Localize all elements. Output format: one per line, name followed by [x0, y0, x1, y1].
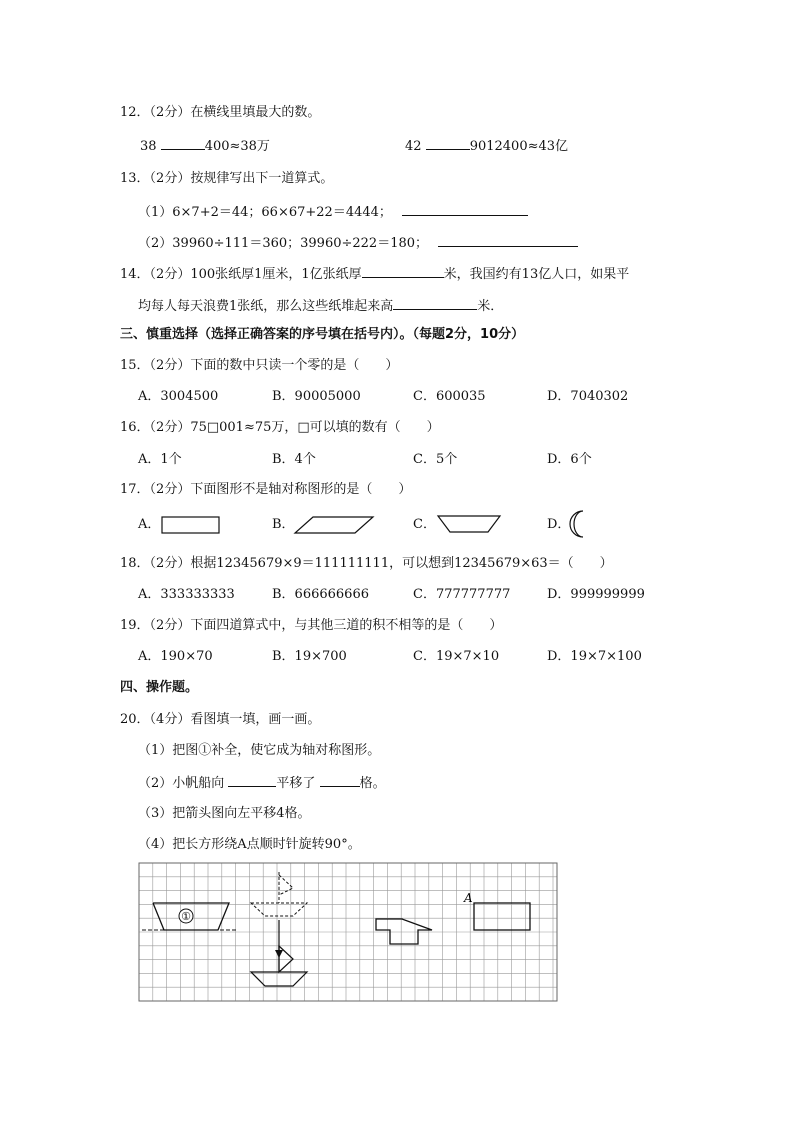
- q13-item1: [138, 202, 528, 222]
- q13-item1-blank[interactable]: [402, 202, 528, 216]
- q12-right-prefix: 42: [405, 139, 422, 154]
- q14-line2-a: 均每人每天浪费1张纸，那么这些纸堆起来高: [138, 299, 394, 314]
- q17-option-d[interactable]: [547, 516, 570, 534]
- q16-option-d[interactable]: D．6个: [547, 452, 592, 467]
- q20-item4: （4）把长方形绕A点顺时针旋转90°。: [138, 837, 361, 852]
- q13-stem: 13．（2分）按规律写出下一道算式。: [120, 171, 334, 186]
- q20-item2: [138, 773, 386, 793]
- q20-item2-b: 平移了: [276, 776, 316, 791]
- q17-option-c[interactable]: [413, 516, 436, 534]
- q14-line2-b: 米．: [477, 299, 504, 314]
- q12-right-blank[interactable]: [426, 136, 470, 150]
- q19-option-b[interactable]: B．19×700: [272, 649, 347, 664]
- q14-line1-b: 米，我国约有13亿人口，如果平: [443, 267, 630, 282]
- q14-line1-a: 14．（2分）100张纸厚1厘米，1亿张纸厚: [120, 267, 362, 282]
- q15-option-d[interactable]: D．7040302: [547, 389, 629, 404]
- q13-item1-text: （1）6×7+2＝44；66×67+22＝4444；: [138, 205, 392, 220]
- q18-stem: 18．（2分）根据12345679×9＝111111111，可以想到12345679×63＝（ ）: [120, 556, 613, 571]
- q16-option-a[interactable]: A．1个: [138, 452, 182, 467]
- q19-option-c[interactable]: C．19×7×10: [413, 649, 500, 664]
- q20-stem: 20．（4分）看图填一填，画一画。: [120, 712, 321, 727]
- arrow-shape: [376, 919, 432, 944]
- q17-option-a-label: A．: [138, 517, 161, 532]
- q13-item2: [138, 233, 578, 253]
- q16-stem: 16．（2分）75□001≈75万，□可以填的数有（ ）: [120, 420, 440, 435]
- q19-option-d[interactable]: D．19×7×100: [547, 649, 642, 664]
- q17-option-d-label: D．: [547, 517, 571, 532]
- q14-blank2[interactable]: [393, 296, 477, 310]
- section4-heading: 四、操作题。: [120, 680, 199, 695]
- q16-option-c[interactable]: C．5个: [413, 452, 458, 467]
- figure-1-label: ①: [181, 910, 191, 923]
- q14-line2: [138, 296, 503, 316]
- sailboat-dashed: [251, 872, 307, 916]
- q19-option-a[interactable]: A．190×70: [138, 649, 213, 664]
- point-a-label: A: [464, 891, 473, 905]
- trapezoid-shape-icon: [436, 514, 502, 536]
- parallelogram-shape-icon: [293, 515, 377, 537]
- q18-option-c[interactable]: C．777777777: [413, 587, 511, 602]
- q16-option-b[interactable]: B．4个: [272, 452, 316, 467]
- q20-item3: （3）把箭头图向左平移4格。: [138, 806, 311, 821]
- figure-1-trapezoid: [142, 903, 238, 930]
- q15-option-b[interactable]: B．90005000: [272, 389, 361, 404]
- q15-option-a[interactable]: A．3004500: [138, 389, 219, 404]
- q12-right-suffix: 9012400≈43亿: [469, 139, 569, 154]
- q19-stem: 19．（2分）下面四道算式中，与其他三道的积不相等的是（ ）: [120, 618, 503, 633]
- q12-right: [405, 136, 568, 156]
- q15-stem: 15．（2分）下面的数中只读一个零的是（ ）: [120, 358, 399, 373]
- q20-distance-blank[interactable]: [320, 773, 360, 787]
- q18-option-a[interactable]: A．333333333: [138, 587, 235, 602]
- q20-direction-blank[interactable]: [228, 773, 276, 787]
- q17-option-c-label: C．: [413, 517, 436, 532]
- rectangle-a: [474, 903, 530, 930]
- q15-option-c[interactable]: C．600035: [413, 389, 486, 404]
- q13-item2-text: （2）39960÷111＝360；39960÷222＝180；: [138, 236, 429, 251]
- q20-item2-c: 格。: [359, 776, 386, 791]
- crescent-moon-icon: [568, 509, 590, 539]
- q17-option-a[interactable]: [138, 516, 160, 534]
- q12-stem: 12．（2分）在横线里填最大的数。: [120, 105, 321, 120]
- q17-stem: 17．（2分）下面图形不是轴对称图形的是（ ）: [120, 482, 412, 497]
- q14-line1: [120, 264, 629, 284]
- q12-left-prefix: 38: [140, 139, 157, 154]
- sailboat-solid: [251, 946, 307, 986]
- q12-left-blank[interactable]: [161, 136, 205, 150]
- grid-figure: [138, 862, 560, 1004]
- q17-option-b[interactable]: [272, 516, 295, 534]
- q20-item1: （1）把图①补全，使它成为轴对称图形。: [138, 743, 381, 758]
- grid-lines: [139, 863, 557, 1001]
- q20-item2-a: （2）小帆船向: [138, 776, 225, 791]
- q12-left-suffix: 400≈38万: [204, 139, 270, 154]
- q18-option-d[interactable]: D．999999999: [547, 587, 645, 602]
- rectangle-shape-icon: [160, 515, 222, 537]
- q14-blank1[interactable]: [362, 264, 444, 278]
- q12-left: [140, 136, 270, 156]
- q17-option-b-label: B．: [272, 517, 295, 532]
- q13-item2-blank[interactable]: [438, 233, 578, 247]
- q18-option-b[interactable]: B．666666666: [272, 587, 369, 602]
- section3-heading: 三、慎重选择（选择正确答案的序号填在括号内）。（每题2分，10分）: [120, 327, 525, 342]
